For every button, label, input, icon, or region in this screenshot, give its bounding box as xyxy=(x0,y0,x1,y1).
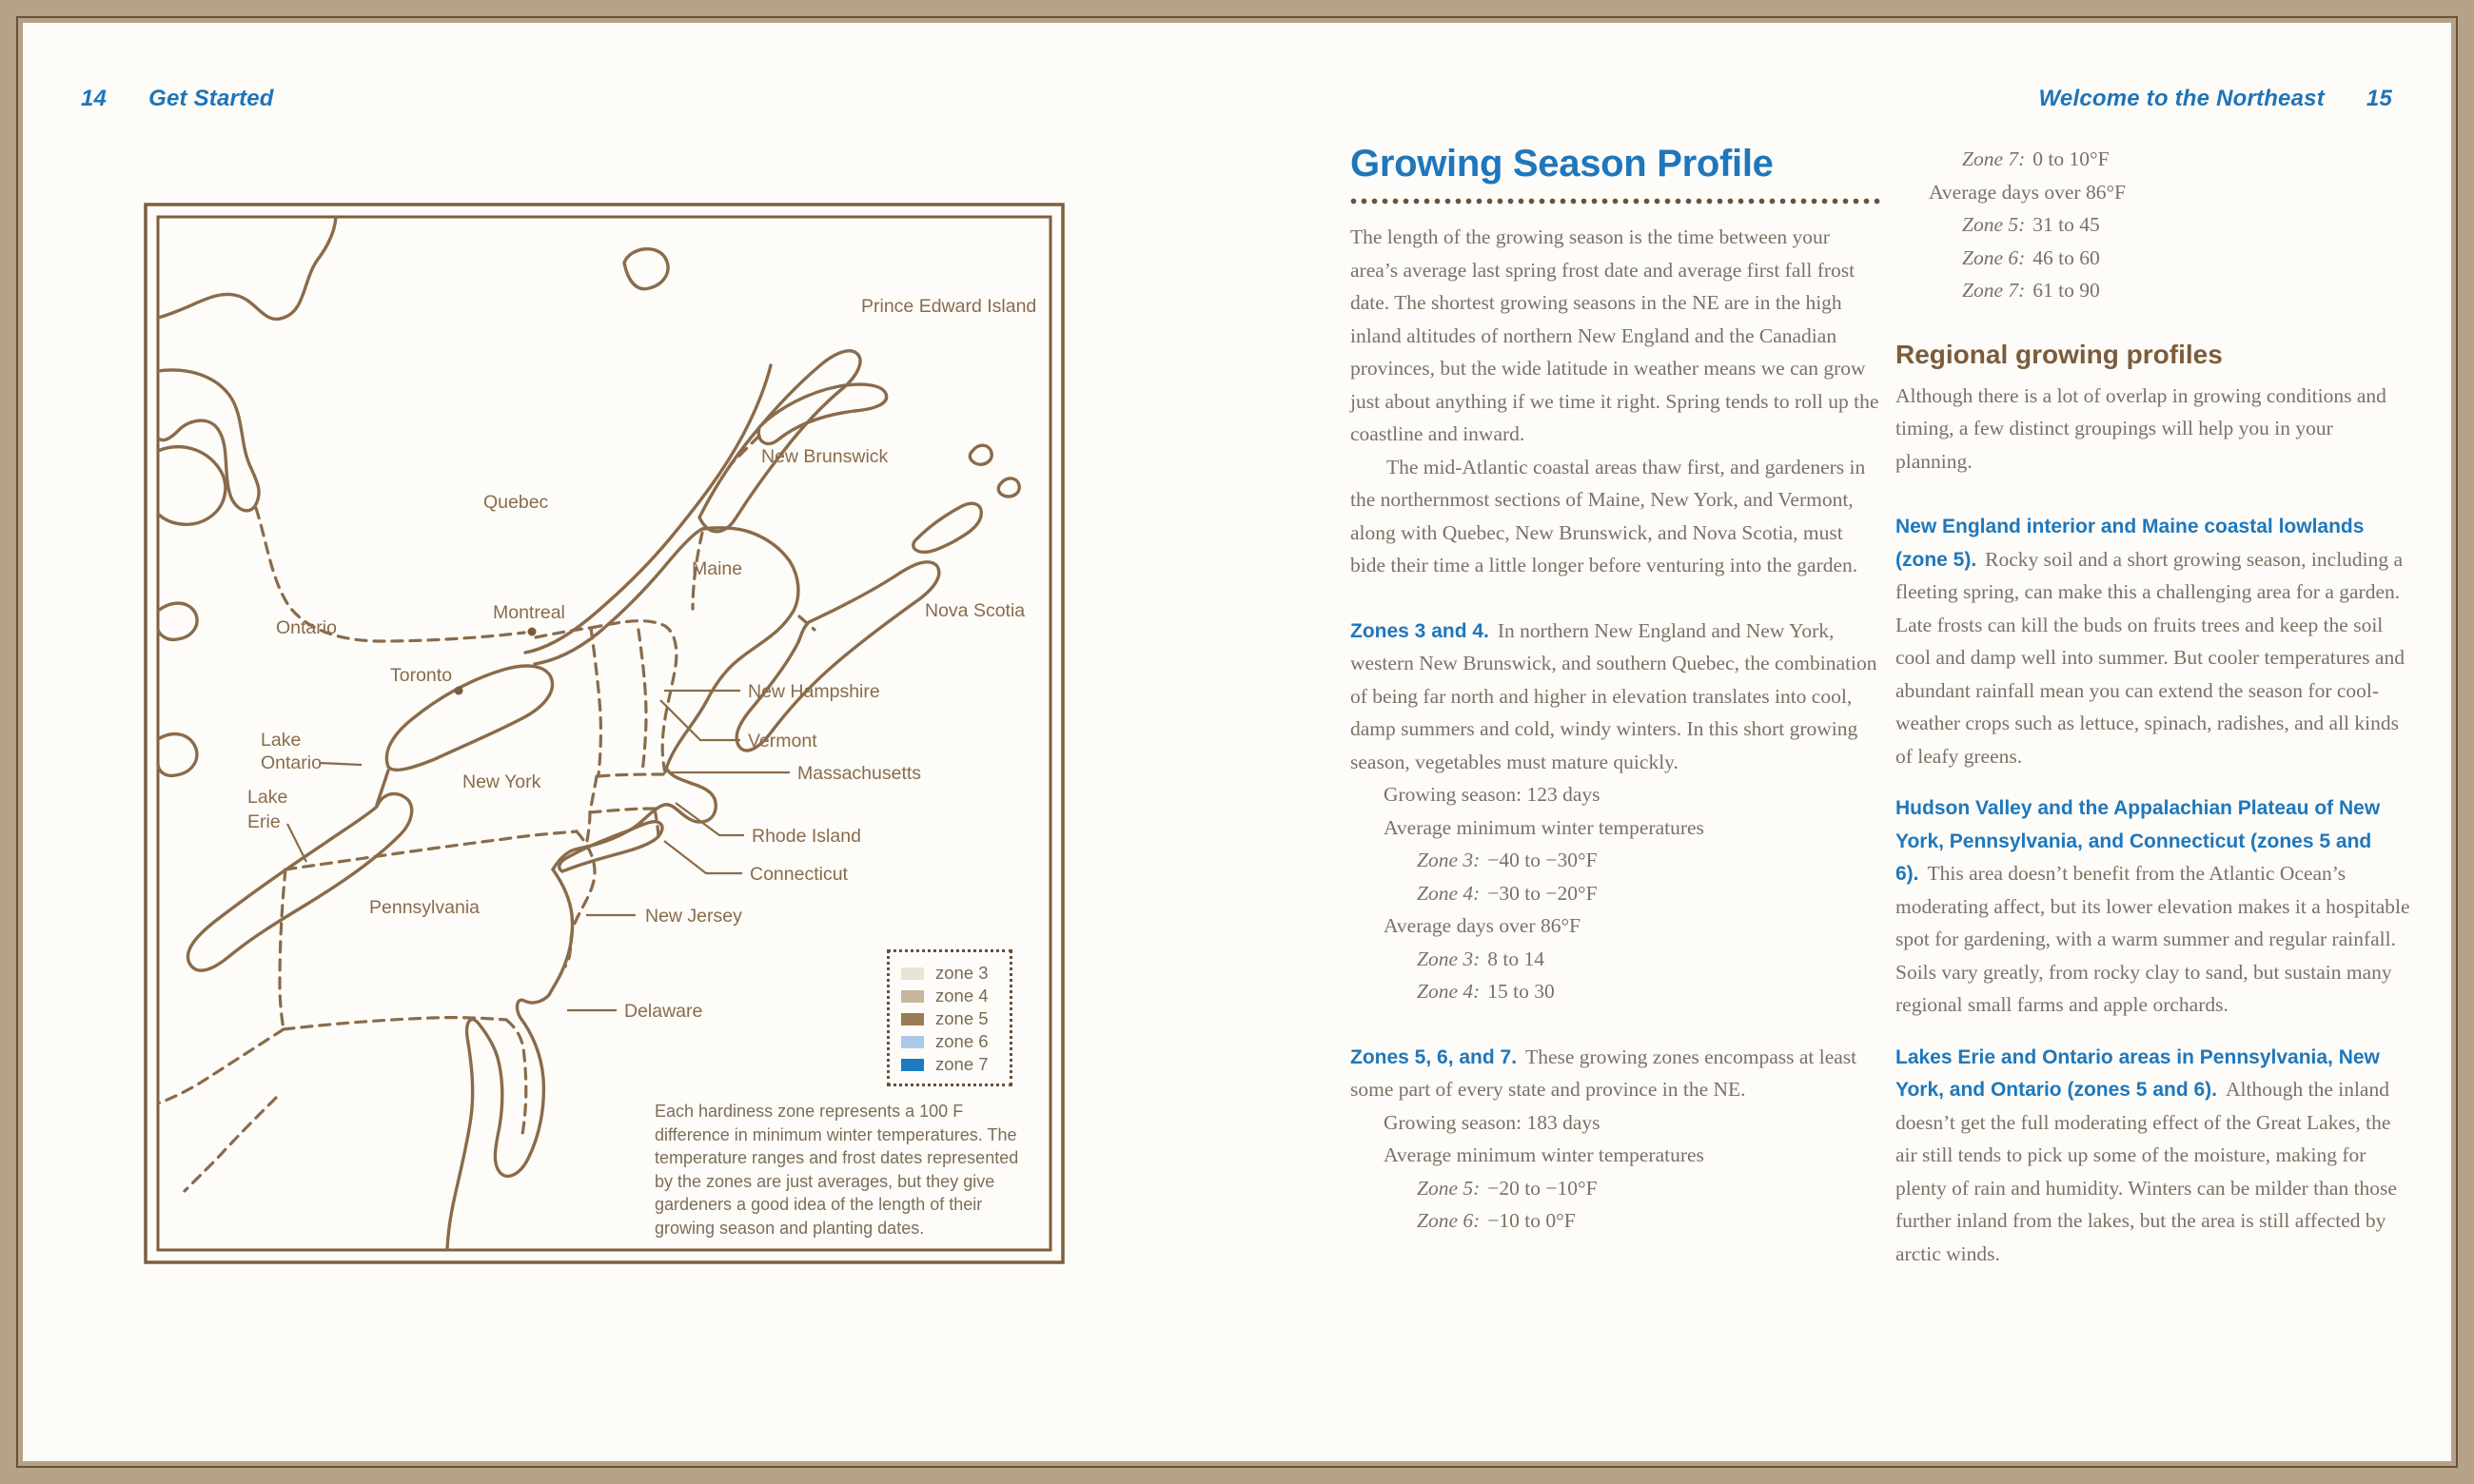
map-label-massachusetts: Massachusetts xyxy=(797,763,922,784)
map-label-maine: Maine xyxy=(692,558,743,579)
profile-new-england-heading: New England interior and Maine coastal lowlands (zone 5). xyxy=(1895,516,2365,571)
legend-row: zone 7 xyxy=(901,1053,1002,1076)
stat-line: Average days over 86°F xyxy=(1929,180,2127,204)
intro-paragraph-2: The mid-Atlantic coastal areas thaw first, and gardeners in the northernmost sections of Maine, New York, and Vermont, along with Quebec, New Brunswick, and Nova Scotia, must bide their time a little longer before venturing into the garden. xyxy=(1350,455,1866,576)
section-title-left: Get Started xyxy=(148,86,274,111)
stat-line: Zone 4: −30 to −20°F xyxy=(1417,881,1598,905)
article-column-2 xyxy=(1895,143,2411,1270)
profile-hudson-valley-heading: Hudson Valley and the Appalachian Plateau of New York, Pennsylvania, and Connecticut (zones 5 and 6). xyxy=(1895,797,2381,885)
running-head-right xyxy=(2038,86,2392,112)
dotted-rule xyxy=(1350,198,1880,205)
page-number-left: 14 xyxy=(81,86,108,111)
running-head-left xyxy=(81,86,274,112)
zones-3-4-heading: Zones 3 and 4. xyxy=(1350,619,1489,642)
legend-row: zone 6 xyxy=(901,1030,1002,1053)
article-column-1 xyxy=(1350,143,1880,1238)
label-leader-lines xyxy=(287,691,790,1010)
regional-intro: Although there is a lot of overlap in growing conditions and timing, a few distinct groupings will help you in your planning. xyxy=(1895,383,2386,473)
zone5-swatch xyxy=(901,1013,924,1025)
map-label-lake-ontario-1: Lake xyxy=(261,730,302,751)
map-label-connecticut: Connecticut xyxy=(750,864,848,885)
map-label-rhode-island: Rhode Island xyxy=(752,826,861,847)
regional-profiles-heading: Regional growing profiles xyxy=(1895,339,2223,369)
section-title-right: Welcome to the Northeast xyxy=(2038,86,2325,111)
hardiness-zone-map xyxy=(143,202,1066,1265)
stat-line: Zone 3: 8 to 14 xyxy=(1417,947,1545,970)
map-caption: Each hardiness zone represents a 100 F difference in minimum winter temperatures. The temperature ranges and frost dates represented by the zones are just averages, but they give gardeners a good idea of the length of their growing season and planting dates. xyxy=(655,1102,1019,1238)
page-number-right: 15 xyxy=(2366,86,2392,111)
zone4-swatch xyxy=(901,990,924,1003)
map-label-lake-erie-2: Erie xyxy=(247,811,281,832)
map-label-new-brunswick: New Brunswick xyxy=(761,446,889,467)
stat-line: Zone 7: 61 to 90 xyxy=(1962,279,2100,302)
stat-line: Average minimum winter temperatures xyxy=(1384,1143,1704,1166)
profile-lakes-erie-ontario: Lakes Erie and Ontario areas in Pennsylvania, New York, and Ontario (zones 5 and 6). Although the inland doesn’t get the full moderating effect of the Great Lakes, the air still tends to pick up some of the moisture, making for plenty of rain and humidity. Winters can be milder than those further inland from the lakes, but the area is still affected by arctic winds. xyxy=(1895,1045,2397,1265)
map-label-pennsylvania: Pennsylvania xyxy=(369,897,480,918)
legend-row: zone 5 xyxy=(901,1007,1002,1030)
stat-line: Zone 6: 46 to 60 xyxy=(1962,245,2100,269)
map-label-quebec: Quebec xyxy=(483,492,549,513)
map-label-new-hampshire: New Hampshire xyxy=(748,681,880,702)
stat-line: Zone 7: 0 to 10°F xyxy=(1962,147,2110,170)
map-label-new-jersey: New Jersey xyxy=(645,906,742,927)
zone-legend xyxy=(887,949,1012,1086)
zone3-swatch xyxy=(901,967,924,980)
stat-line: Zone 5: −20 to −10°F xyxy=(1417,1176,1598,1200)
map-label-lake-erie-1: Lake xyxy=(247,787,288,808)
intro-paragraph-1: The length of the growing season is the time between your area’s average last spring frost date and average first fall frost date. The shortest growing seasons in the NE are in the high inland altitudes of northern New England and the Canadian provinces, but the wide latitude in weather means we can grow just about anything if we time it right. Spring tends to roll up the coastline and inward. xyxy=(1350,225,1879,445)
stat-line: Zone 4: 15 to 30 xyxy=(1417,980,1555,1003)
map-label-new-york: New York xyxy=(462,771,541,792)
stat-line: Growing season: 183 days xyxy=(1384,1110,1600,1134)
zones-3-4-paragraph: Zones 3 and 4. In northern New England and New York, western New Brunswick, and southern Quebec, the combination of being far north and higher in elevation translates into cool, damp summers and cold, windy winters. In this short growing season, vegetables must mature quickly. xyxy=(1350,618,1877,773)
article-title: Growing Season Profile xyxy=(1350,143,1774,185)
zone6-swatch xyxy=(901,1036,924,1048)
map-label-prince-edward-island: Prince Edward Island xyxy=(861,296,1037,317)
map-label-lake-ontario-2: Ontario xyxy=(261,752,322,773)
stat-line: Growing season: 123 days xyxy=(1384,783,1600,806)
map-label-vermont: Vermont xyxy=(748,731,817,752)
toronto-city-dot xyxy=(455,687,463,695)
map-label-toronto: Toronto xyxy=(390,665,453,686)
zone7-swatch xyxy=(901,1059,924,1071)
profile-lakes-erie-ontario-heading: Lakes Erie and Ontario areas in Pennsylvania, New York, and Ontario (zones 5 and 6). xyxy=(1895,1045,2380,1101)
montreal-city-dot xyxy=(528,628,537,636)
profile-new-england: New England interior and Maine coastal lowlands (zone 5). Rocky soil and a short growing season, including a fleeting spring, can make this a challenging area for a garden. Late frosts can kill the buds on fruits trees and keep the soil cool and damp well into summer. But cooler temperatures and abundant rainfall mean you can extend the season for cool-weather crops such as lettuce, spinach, radishes, and all kinds of leafy greens. xyxy=(1895,516,2405,768)
zones-5-6-7-paragraph: Zones 5, 6, and 7. These growing zones encompass at least some part of every state and province in the NE. xyxy=(1350,1045,1857,1101)
map-label-montreal: Montreal xyxy=(493,602,565,623)
stat-line: Average days over 86°F xyxy=(1384,914,1581,937)
map-label-nova-scotia: Nova Scotia xyxy=(925,600,1026,621)
map-label-ontario-province: Ontario xyxy=(276,617,337,638)
stat-line: Zone 5: 31 to 45 xyxy=(1962,213,2100,236)
legend-row: zone 4 xyxy=(901,985,1002,1007)
stat-line: Zone 3: −40 to −30°F xyxy=(1417,849,1598,871)
zones-5-6-7-heading: Zones 5, 6, and 7. xyxy=(1350,1045,1518,1068)
stat-line: Zone 6: −10 to 0°F xyxy=(1417,1209,1576,1232)
stat-line: Average minimum winter temperatures xyxy=(1384,815,1704,839)
legend-row: zone 3 xyxy=(901,962,1002,985)
map-label-delaware: Delaware xyxy=(624,1001,703,1022)
profile-hudson-valley: Hudson Valley and the Appalachian Plateau of New York, Pennsylvania, and Connecticut (zones 5 and 6). This area doesn’t benefit from the Atlantic Ocean’s moderating affect, but its lower elevation makes it a hospitable spot for gardening, with a warm summer and regular rainfall. Soils vary greatly, from rocky clay to sand, but sustain many regional small farms and apple orchards. xyxy=(1895,797,2410,1016)
